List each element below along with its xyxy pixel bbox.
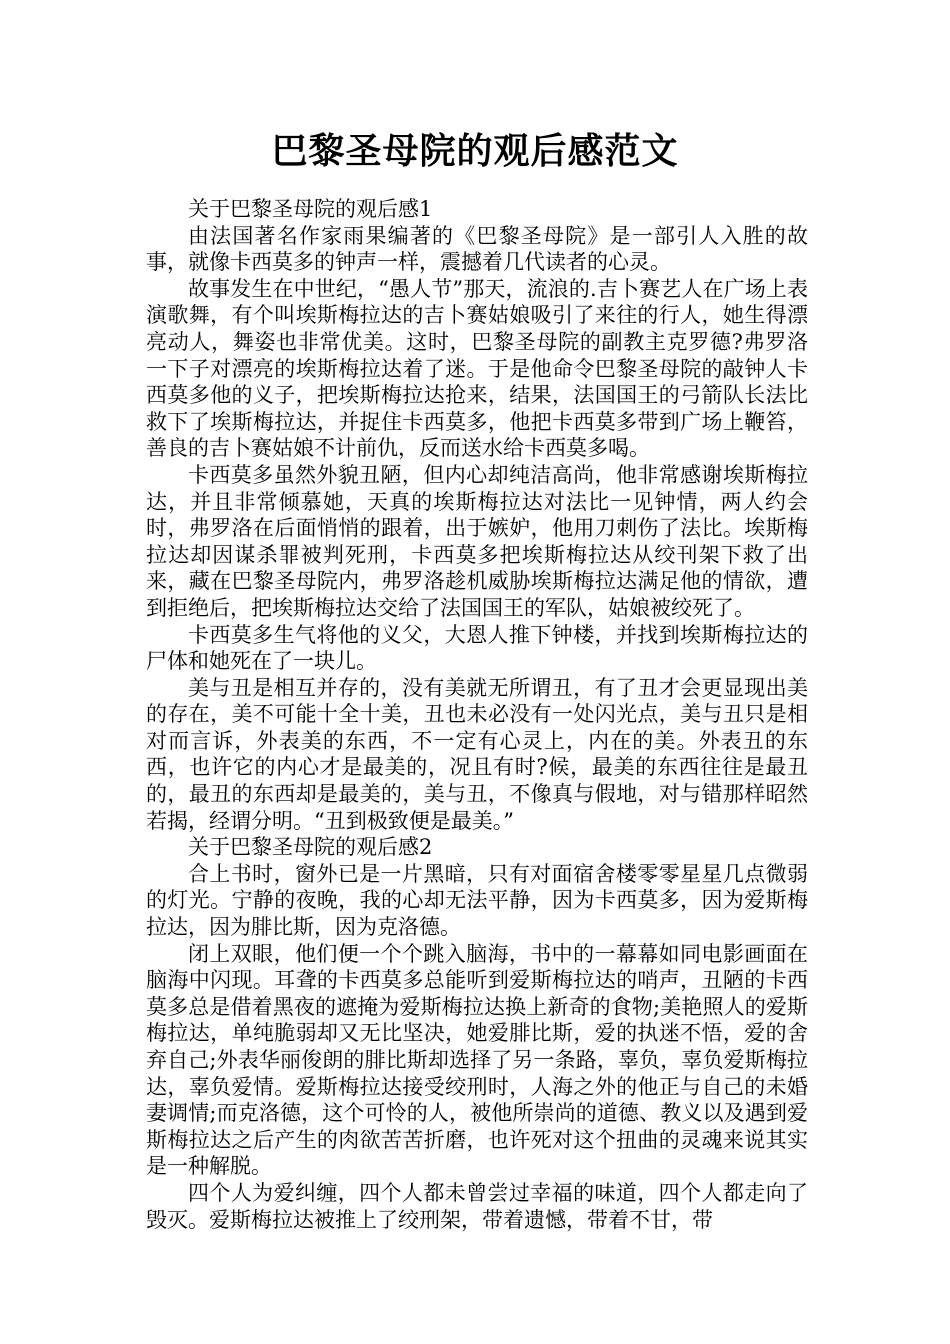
document-title: 巴黎圣母院的观后感范文 bbox=[271, 131, 679, 172]
body-paragraph: 合上书时，窗外已是一片黑暗，只有对面宿舍楼零零星星几点微弱的灯光。宁静的夜晚，我的心却无法平静，因为卡西莫多，因为爱斯梅拉达，因为腓比斯，因为克洛德。 bbox=[146, 861, 808, 940]
document-body bbox=[146, 196, 808, 1233]
body-paragraph: 美与丑是相互并存的，没有美就无所谓丑，有了丑才会更显现出美的存在，美不可能十全十美，丑也未必没有一处闪光点，美与丑只是相对而言诉，外表美的东西，不一定有心灵上，内在的美。外表丑的东西，也许它的内心才是最美的，况且有时?候，最美的东西往往是最丑的，最丑的东西却是最美的，美与丑，不像真与假地，对与错那样昭然若揭，经谓分明。“丑到极致便是最美。” bbox=[146, 675, 808, 833]
body-paragraph: 故事发生在中世纪，“愚人节”那天，流浪的.吉卜赛艺人在广场上表演歌舞，有个叫埃斯梅拉达的吉卜赛姑娘吸引了来往的行人，她生得漂亮动人，舞姿也非常优美。这时，巴黎圣母院的副教主克罗德?弗罗洛一下子对漂亮的埃斯梅拉达着了迷。于是他命令巴黎圣母院的敲钟人卡西莫多他的义子，把埃斯梅拉达抢来，结果，法国国王的弓箭队长法比救下了埃斯梅拉达，并捉住卡西莫多，他把卡西莫多带到广场上鞭笞，善良的吉卜赛姑娘不计前仇，反而送水给卡西莫多喝。 bbox=[146, 276, 808, 461]
body-paragraph: 卡西莫多虽然外貌丑陋，但内心却纯洁高尚，他非常感谢埃斯梅拉达，并且非常倾慕她，天真的埃斯梅拉达对法比一见钟情，两人约会时，弗罗洛在后面悄悄的跟着，出于嫉妒，他用刀刺伤了法比。埃斯梅拉达却因谋杀罪被判死刑，卡西莫多把埃斯梅拉达从绞刊架下救了出来，藏在巴黎圣母院内，弗罗洛趁机威胁埃斯梅拉达满足他的情欲，遭到拒绝后，把埃斯梅拉达交给了法国国王的军队，姑娘被绞死了。 bbox=[146, 462, 808, 620]
body-paragraph: 四个人为爱纠缠，四个人都未曾尝过幸福的味道，四个人都走向了毁灭。爱斯梅拉达被推上了绞刑架，带着遗憾，带着不甘，带 bbox=[146, 1180, 808, 1232]
section-heading: 关于巴黎圣母院的观后感2 bbox=[188, 835, 433, 860]
body-paragraph: 闭上双眼，他们便一个个跳入脑海，书中的一幕幕如同电影画面在脑海中闪现。耳聋的卡西莫多总能听到爱斯梅拉达的哨声，丑陋的卡西莫多总是借着黑夜的遮掩为爱斯梅拉达换上新奇的食物;美艳照人的爱斯梅拉达，单纯脆弱却又无比坚决，她爱腓比斯，爱的执迷不悟，爱的舍弃自己;外表华丽俊朗的腓比斯却选择了另一条路，辜负，辜负爱斯梅拉达，辜负爱情。爱斯梅拉达接受绞刑时，人海之外的他正与自己的未婚妻调情;而克洛德，这个可怜的人，被他所崇尚的道德、教义以及遇到爱斯梅拉达之后产生的肉欲苦苦折磨，也许死对这个扭曲的灵魂来说其实是一种解脱。 bbox=[146, 941, 808, 1179]
body-paragraph: 卡西莫多生气将他的义父，大恩人推下钟楼，并找到埃斯梅拉达的尸体和她死在了一块儿。 bbox=[146, 622, 808, 674]
section-heading: 关于巴黎圣母院的观后感1 bbox=[188, 197, 433, 221]
body-paragraph: 由法国著名作家雨果编著的《巴黎圣母院》是一部引人入胜的故事，就像卡西莫多的钟声一样，震撼着几代读者的心灵。 bbox=[146, 223, 808, 275]
